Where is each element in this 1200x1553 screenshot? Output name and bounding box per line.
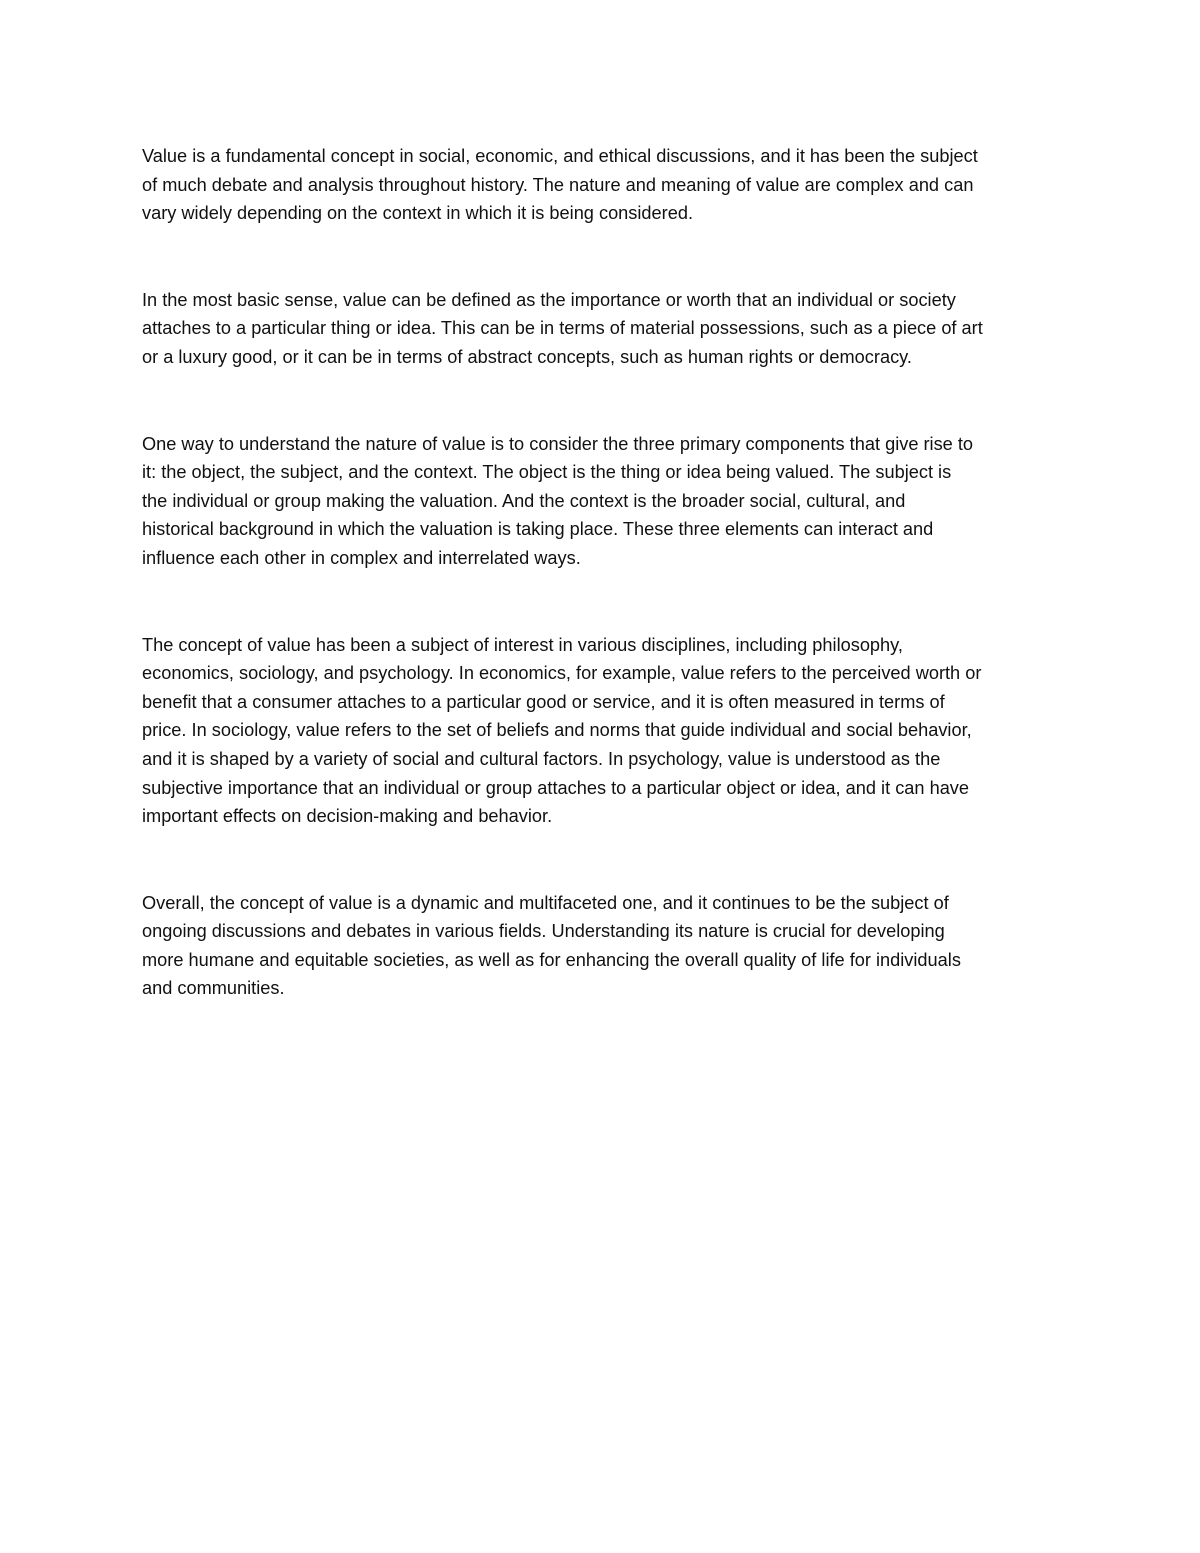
paragraph-line: attaches to a particular thing or idea. This can be in terms of material possessions, such as a piece of art [142,318,983,339]
paragraph-line: vary widely depending on the context in which it is being considered. [142,203,694,224]
paragraph-line: historical background in which the valuation is taking place. These three elements can interact and [142,519,934,540]
paragraph-line: Value is a fundamental concept in social, economic, and ethical discussions, and it has been the subject [142,146,978,166]
paragraph-line: it: the object, the subject, and the context. The object is the thing or idea being valued. The subject is [142,462,952,483]
paragraph-5 [142,889,1057,1003]
paragraph-line: important effects on decision-making and behavior. [142,806,553,827]
paragraph-line: economics, sociology, and psychology. In economics, for example, value refers to the perceived worth or [142,663,982,684]
paragraph-2 [142,286,1057,372]
paragraph-line: and communities. [142,978,285,999]
paragraph-line: and it is shaped by a variety of social and cultural factors. In psychology, value is understood as the [142,748,941,769]
paragraph-line: ongoing discussions and debates in various fields. Understanding its nature is crucial for developing [142,921,945,942]
paragraph-line: One way to understand the nature of value is to consider the three primary components that give rise to [142,433,974,454]
paragraph-3 [142,430,1057,573]
paragraph-line: price. In sociology, value refers to the set of beliefs and norms that guide individual and social behavior, [142,720,972,741]
paragraph-line: Overall, the concept of value is a dynamic and multifaceted one, and it continues to be the subject of [142,892,949,913]
document-body [142,142,1057,1003]
paragraph-line: subjective importance that an individual or group attaches to a particular object or idea, and it can have [142,777,970,798]
paragraph-line: or a luxury good, or it can be in terms of abstract concepts, such as human rights or democracy. [142,346,912,367]
paragraph-4 [142,631,1057,831]
paragraph-line: of much debate and analysis throughout history. The nature and meaning of value are complex and can [142,174,974,195]
paragraph-line: the individual or group making the valuation. And the context is the broader social, cultural, and [142,490,906,511]
paragraph-line: The concept of value has been a subject of interest in various disciplines, including philosophy, [142,634,903,655]
paragraph-line: more humane and equitable societies, as well as for enhancing the overall quality of life for individuals [142,949,961,970]
paragraph-1 [142,142,1057,228]
paragraph-line: influence each other in complex and interrelated ways. [142,547,581,568]
paragraph-line: benefit that a consumer attaches to a particular good or service, and it is often measured in terms of [142,691,945,712]
paragraph-line: In the most basic sense, value can be defined as the importance or worth that an individual or society [142,289,956,310]
